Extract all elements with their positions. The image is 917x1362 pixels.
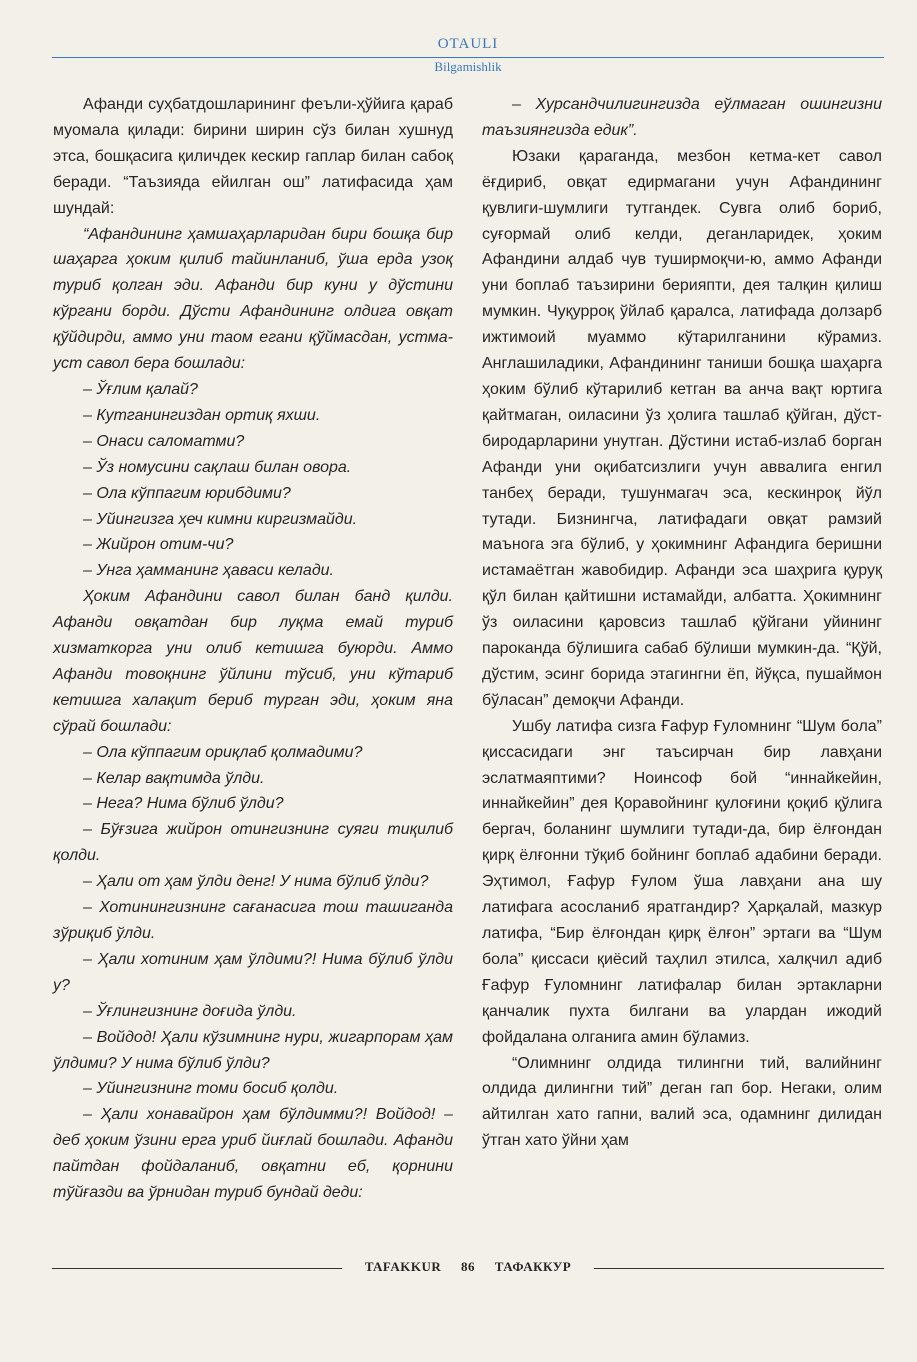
paragraph: – Ола кўппагим ориқлаб қолмадими?: [83, 743, 363, 761]
paragraph: – Ўғлим қалай?: [83, 380, 198, 398]
paragraph: – Нега? Нима бўлиб ўлди?: [83, 795, 284, 813]
paragraph: – Унга ҳамманинг ҳаваси келади.: [83, 562, 334, 580]
paragraph: “Афандининг ҳамшаҳарларидан бири бошқа бир шаҳарга ҳоким қилиб тайинланиб, ўша ерда узоқ туриб қолган эди. Афанди бир куни у дўстини кўргани борди. Дўсти Афандининг олдига овқат қўйдирди, аммо уни таом егани қўймасдан, устма-уст савол бера бошлади:: [53, 225, 453, 373]
paragraph: – Бўғзига жийрон отингизнинг суяги тиқилиб қолди.: [53, 821, 453, 865]
paragraph: Афанди суҳбатдошларининг феъли-ҳўйига қараб муомала қилади: бирини ширин сўз билан хушнуд этса, бошқасига қиличдек кескир гаплар билан сабоқ беради. “Таъзияда ейилган ош” латифасида ҳам шундай:: [53, 96, 453, 217]
right-column: [482, 92, 882, 1154]
paragraph: Юзаки қараганда, мезбон кетма-кет савол ёғдириб, овқат едирмагани учун Афандининг қувлиги-шумлиги тутгандек. Сувга олиб бориб, суғормай олиб келди, деганларидек, ҳоким Афандини алдаб чув туширмоқчи-ю, аммо Афанди уни боплаб таъзирини берияпти, дея талқин қилиш мумкин. Чуқурроқ ўйлаб қаралса, латифада долзарб ижтимоий муаммо кўтарилганини кўрамиз. Англашиладики, Афандининг таниши бошқа шаҳарга ҳоким бўлиб кўтарилиб кетган ва анча вақт юртига қайтмаган, оиласини ўз ҳолига ташлаб қўйган, дўст-биродарларини унутган. Дўстини истаб-излаб борган Афанди уни оқибатсизлиги учун аввалига енгил танбеҳ беради, тушунмагач эса, кескинроқ йўл тутади. Бизнингча, латифадаги овқат рамзий маънога эга бўлиб, у ҳокимнинг Афандига беришни истамаётган жавобидир. Афанди эса шаҳрига қуруқ қўл билан қайтишни истамайди, албатта. Ҳокимнинг ўз оиласини қаровсиз ташлаб қўйгани уйининг пароканда бўлишига сабаб бўлиши мумкин-да. “Қўй, дўстим, эсинг борида этагингни ёп, йўқса, пушаймон бўласан” демоқчи Афанди.: [482, 147, 882, 709]
paragraph: – Хурсандчилигингизда еўлмаган ошингизни таъзиянгизда едик”.: [482, 96, 882, 139]
header-rule: [52, 57, 884, 58]
paragraph: – Уйингизнинг томи босиб қолди.: [83, 1080, 339, 1098]
paragraph: – Онаси саломатми?: [83, 432, 245, 450]
paragraph: – Ҳали от ҳам ўлди денг! У нима бўлиб ўлди?: [83, 873, 429, 891]
paragraph: – Келар вақтимда ўлди.: [83, 769, 265, 787]
page-footer: [52, 1258, 884, 1278]
section-subtitle: Bilgamishlik: [434, 59, 502, 74]
paragraph: – Уйингизга ҳеч кимни киргизмайди.: [83, 510, 358, 528]
journal-name-cyrillic: ТАФАККУР: [494, 1259, 572, 1274]
paragraph: – Хотинингизнинг сағанасига тош ташиганда зўриқиб ўлди.: [53, 899, 453, 942]
footer-rule-right: [594, 1268, 884, 1269]
page-number: 86: [461, 1259, 476, 1274]
left-column: [53, 92, 453, 1206]
paragraph: – Войдод! Ҳали кўзимнинг нури, жигарпорам ҳам ўлдими? У нима бўлиб ўлди?: [53, 1028, 453, 1072]
paragraph: – Ҳали хонавайрон ҳам бўлдимми?! Войдод! – деб ҳоким ўзини ерга уриб йиғлай бошлади. Афанди пайтдан фойдаланиб, овқатни еб, қорнини тўйғазди ва ўрнидан туриб бундай деди:: [53, 1106, 453, 1202]
paragraph: – Жийрон отим-чи?: [83, 536, 234, 554]
paragraph: Ҳоким Афандини савол билан банд қилди. Афанди овқатдан бир луқма емай туриб хизматкорга уни олиб кетишга буюрди. Аммо Афанди товоқнинг ўйлини тўсиб, уни кўтариб кетишга халақит бериб турган эди, ҳоким яна сўрай бошлади:: [53, 588, 453, 735]
section-title: OTAULI: [437, 36, 499, 52]
paragraph: – Ҳали хотиним ҳам ўлдими?! Нима бўлиб ўлди у?: [53, 950, 453, 994]
paragraph: Ушбу латифа сизга Ғафур Ғуломнинг “Шум бола” қиссасидаги энг таъсирчан бир лавҳани эслатмаяптими? Ноинсоф бой “иннайкейин, иннайкейин” дея Қоравойнинг қулоғини қоқиб қўлига бергач, боланинг шумлиги тутади-да, бир ёлғондан қирқ ёлғонни тўқиб бойнинг боплаб адабини беради. Эҳтимол, Ғафур Ғулом ўша лавҳани ана шу латифага асосланиб яратгандир? Ҳарқалай, мазкур латифа, “Бир ёлғондан қирқ ёлғон” эртаги ва “Шум бола” қиссаси қиёсий таҳлил этилса, халқчил адиб Ғафур Ғуломнинг латифалар билан эртакларни қанчалик пухта билгани ва улардан ижодий фойдалана олганига амин бўламиз.: [482, 717, 882, 1046]
journal-name-latin: TAFAKKUR: [364, 1259, 442, 1274]
paragraph: “Олимнинг олдида тилингни тий, валийнинг олдида дилингни тий” деган гап бор. Негаки, олим айтилган хато гапни, валий эса, одамнинг дилидан ўтган хато ўйни ҳам: [482, 1054, 882, 1150]
page-header: [52, 34, 884, 80]
footer-label: [352, 1259, 584, 1275]
paragraph: – Ўз номусини сақлаш билан овора.: [83, 458, 352, 476]
paragraph: – Ўғлингизнинг доғида ўлди.: [83, 1002, 297, 1020]
footer-rule-left: [52, 1268, 342, 1269]
paragraph: – Ола кўппагим юрибдими?: [83, 484, 291, 502]
paragraph: – Кутганингиздан ортиқ яхши.: [83, 406, 321, 424]
